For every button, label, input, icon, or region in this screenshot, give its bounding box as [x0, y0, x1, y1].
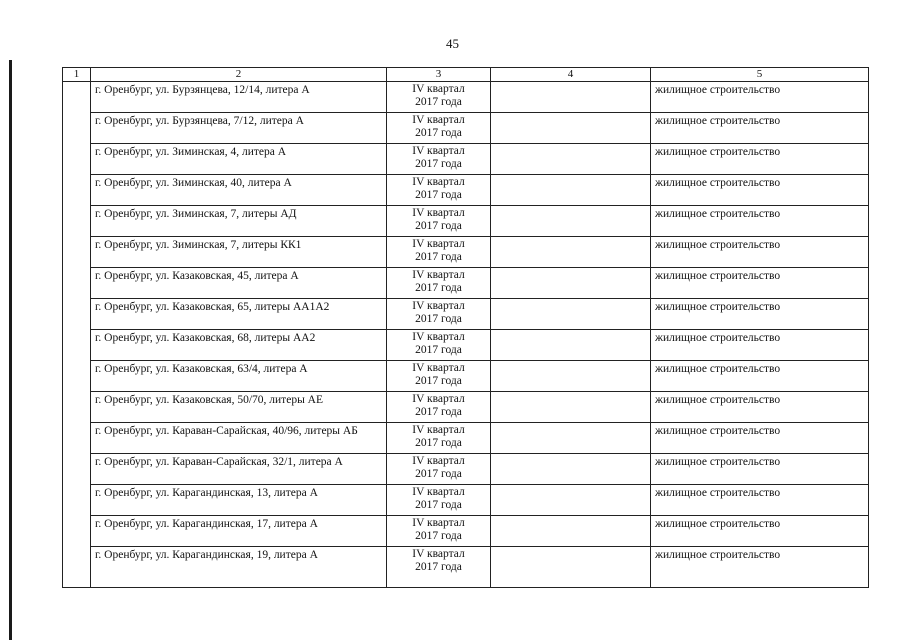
period-year: 2017 года [415, 96, 462, 108]
address-cell: г. Оренбург, ул. Зиминская, 40, литера А [91, 175, 387, 206]
table-body [63, 68, 869, 588]
period-cell [387, 206, 491, 237]
row-number-cell [63, 144, 91, 175]
row-number-cell [63, 485, 91, 516]
address-cell: г. Оренбург, ул. Казаковская, 63/4, литера А [91, 361, 387, 392]
table-row [63, 268, 869, 299]
table-header-row [63, 68, 869, 82]
purpose-cell: жилищное строительство [651, 547, 869, 578]
tail-cell [91, 577, 387, 588]
table-row [63, 547, 869, 578]
col4-cell [491, 361, 651, 392]
table-row [63, 237, 869, 268]
row-number-cell [63, 547, 91, 578]
row-number-cell [63, 361, 91, 392]
period-cell [387, 113, 491, 144]
period-cell [387, 268, 491, 299]
period-year: 2017 года [415, 530, 462, 542]
table-row [63, 299, 869, 330]
period-quarter: IV квартал [412, 207, 465, 219]
purpose-cell: жилищное строительство [651, 268, 869, 299]
col4-cell [491, 485, 651, 516]
period-cell [387, 237, 491, 268]
period-quarter: IV квартал [412, 176, 465, 188]
period-cell [387, 454, 491, 485]
col4-cell [491, 175, 651, 206]
period-cell [387, 516, 491, 547]
purpose-cell: жилищное строительство [651, 423, 869, 454]
purpose-cell: жилищное строительство [651, 485, 869, 516]
purpose-cell: жилищное строительство [651, 237, 869, 268]
period-year: 2017 года [415, 375, 462, 387]
row-number-cell [63, 82, 91, 113]
address-cell: г. Оренбург, ул. Карагандинская, 13, литера А [91, 485, 387, 516]
period-quarter: IV квартал [412, 548, 465, 560]
header-col-2: 2 [91, 68, 387, 82]
period-year: 2017 года [415, 282, 462, 294]
address-cell: г. Оренбург, ул. Карагандинская, 19, литера А [91, 547, 387, 578]
period-cell [387, 175, 491, 206]
period-quarter: IV квартал [412, 145, 465, 157]
purpose-cell: жилищное строительство [651, 175, 869, 206]
header-col-5: 5 [651, 68, 869, 82]
property-table [62, 67, 869, 588]
address-cell: г. Оренбург, ул. Бурзянцева, 7/12, литера А [91, 113, 387, 144]
row-number-cell [63, 423, 91, 454]
table-row [63, 454, 869, 485]
period-year: 2017 года [415, 406, 462, 418]
period-year: 2017 года [415, 251, 462, 263]
period-cell [387, 361, 491, 392]
period-quarter: IV квартал [412, 300, 465, 312]
col4-cell [491, 299, 651, 330]
period-year: 2017 года [415, 499, 462, 511]
period-quarter: IV квартал [412, 455, 465, 467]
table-row [63, 113, 869, 144]
period-year: 2017 года [415, 189, 462, 201]
period-year: 2017 года [415, 468, 462, 480]
col4-cell [491, 113, 651, 144]
period-year: 2017 года [415, 437, 462, 449]
row-number-cell [63, 237, 91, 268]
period-cell [387, 299, 491, 330]
tail-cell [651, 577, 869, 588]
period-year: 2017 года [415, 158, 462, 170]
period-cell [387, 82, 491, 113]
table-row [63, 206, 869, 237]
period-quarter: IV квартал [412, 83, 465, 95]
row-number-cell [63, 330, 91, 361]
table-row [63, 392, 869, 423]
address-cell: г. Оренбург, ул. Казаковская, 45, литера А [91, 268, 387, 299]
address-cell: г. Оренбург, ул. Зиминская, 7, литеры КК1 [91, 237, 387, 268]
header-col-1: 1 [63, 68, 91, 82]
period-year: 2017 года [415, 127, 462, 139]
period-cell [387, 144, 491, 175]
period-cell [387, 547, 491, 578]
row-number-cell [63, 516, 91, 547]
page-number: 45 [446, 36, 459, 51]
header-col-4: 4 [491, 68, 651, 82]
period-quarter: IV квартал [412, 486, 465, 498]
table-tail-row [63, 577, 869, 588]
col4-cell [491, 454, 651, 485]
address-cell: г. Оренбург, ул. Карагандинская, 17, литера А [91, 516, 387, 547]
row-number-cell [63, 113, 91, 144]
table-row [63, 361, 869, 392]
period-cell [387, 423, 491, 454]
period-quarter: IV квартал [412, 238, 465, 250]
tail-cell [387, 577, 491, 588]
purpose-cell: жилищное строительство [651, 144, 869, 175]
col4-cell [491, 206, 651, 237]
period-year: 2017 года [415, 220, 462, 232]
period-quarter: IV квартал [412, 362, 465, 374]
col4-cell [491, 547, 651, 578]
row-number-cell [63, 268, 91, 299]
page-binding-line [9, 60, 12, 640]
table-row [63, 330, 869, 361]
table-row [63, 175, 869, 206]
col4-cell [491, 423, 651, 454]
table-row [63, 485, 869, 516]
period-cell [387, 485, 491, 516]
period-year: 2017 года [415, 344, 462, 356]
col4-cell [491, 330, 651, 361]
table-row [63, 144, 869, 175]
header-col-3: 3 [387, 68, 491, 82]
purpose-cell: жилищное строительство [651, 516, 869, 547]
col4-cell [491, 82, 651, 113]
table-row [63, 82, 869, 113]
address-cell: г. Оренбург, ул. Бурзянцева, 12/14, литера А [91, 82, 387, 113]
period-quarter: IV квартал [412, 331, 465, 343]
address-cell: г. Оренбург, ул. Зиминская, 7, литеры АД [91, 206, 387, 237]
address-cell: г. Оренбург, ул. Зиминская, 4, литера А [91, 144, 387, 175]
table-row [63, 423, 869, 454]
purpose-cell: жилищное строительство [651, 82, 869, 113]
period-cell [387, 392, 491, 423]
row-number-cell [63, 454, 91, 485]
table-row [63, 516, 869, 547]
row-number-cell [63, 206, 91, 237]
period-quarter: IV квартал [412, 424, 465, 436]
col4-cell [491, 144, 651, 175]
address-cell: г. Оренбург, ул. Караван-Сарайская, 40/96, литеры АБ [91, 423, 387, 454]
purpose-cell: жилищное строительство [651, 330, 869, 361]
col4-cell [491, 268, 651, 299]
period-quarter: IV квартал [412, 517, 465, 529]
row-number-cell [63, 299, 91, 330]
period-year: 2017 года [415, 561, 462, 573]
tail-cell [491, 577, 651, 588]
address-cell: г. Оренбург, ул. Казаковская, 50/70, литеры АЕ [91, 392, 387, 423]
tail-cell [63, 577, 91, 588]
purpose-cell: жилищное строительство [651, 361, 869, 392]
period-quarter: IV квартал [412, 393, 465, 405]
purpose-cell: жилищное строительство [651, 206, 869, 237]
col4-cell [491, 516, 651, 547]
row-number-cell [63, 175, 91, 206]
period-quarter: IV квартал [412, 114, 465, 126]
address-cell: г. Оренбург, ул. Казаковская, 65, литеры АА1А2 [91, 299, 387, 330]
purpose-cell: жилищное строительство [651, 113, 869, 144]
address-cell: г. Оренбург, ул. Казаковская, 68, литеры АА2 [91, 330, 387, 361]
row-number-cell [63, 392, 91, 423]
col4-cell [491, 392, 651, 423]
purpose-cell: жилищное строительство [651, 392, 869, 423]
purpose-cell: жилищное строительство [651, 299, 869, 330]
address-cell: г. Оренбург, ул. Караван-Сарайская, 32/1, литера А [91, 454, 387, 485]
purpose-cell: жилищное строительство [651, 454, 869, 485]
col4-cell [491, 237, 651, 268]
period-cell [387, 330, 491, 361]
period-year: 2017 года [415, 313, 462, 325]
period-quarter: IV квартал [412, 269, 465, 281]
